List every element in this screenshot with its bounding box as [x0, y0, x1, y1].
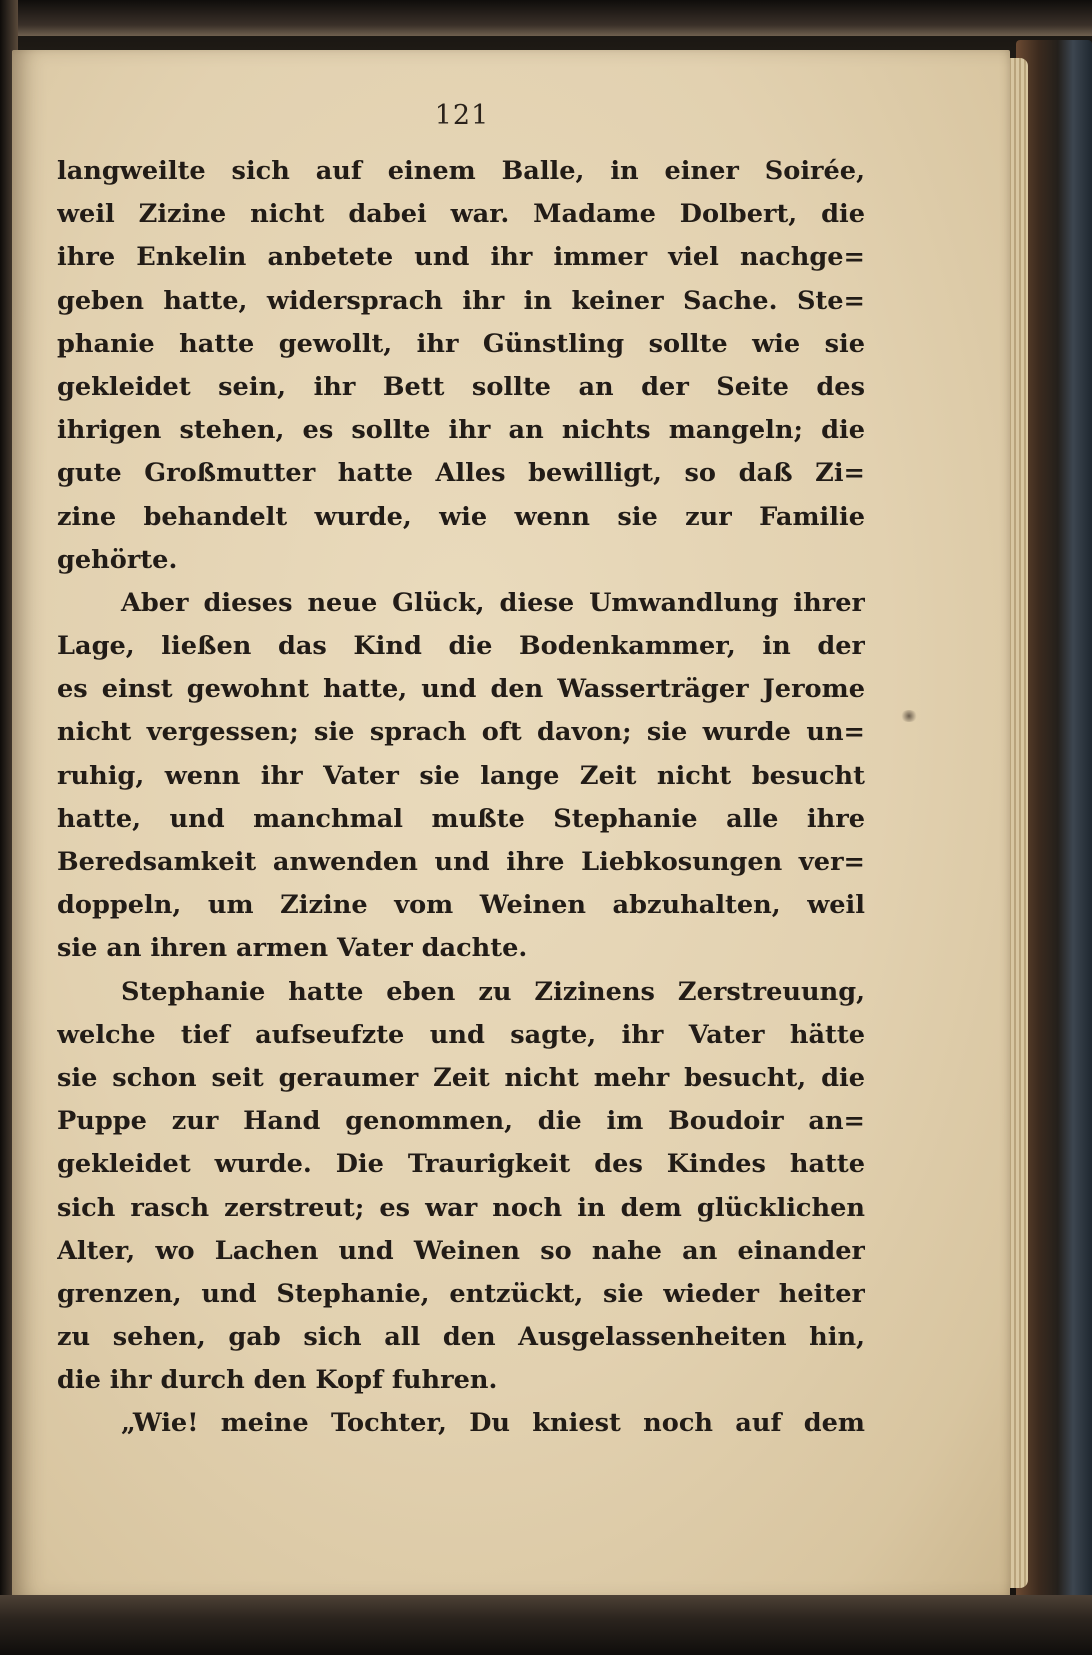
book-page	[12, 50, 1010, 1598]
paragraph-end-line: die ihr durch den Kopf fuhren.	[57, 1365, 498, 1396]
text-line: sich rasch zerstreut; es war noch in dem glücklichen	[57, 1192, 865, 1223]
text-line: geben hatte, widersprach ihr in keiner Sache. Ste=	[57, 285, 865, 316]
paper-stain	[900, 710, 918, 722]
paragraph-end-line: gehörte.	[57, 544, 178, 575]
text-line: gekleidet sein, ihr Bett sollte an der Seite des	[57, 371, 865, 402]
text-line: grenzen, und Stephanie, entzückt, sie wieder heiter	[57, 1278, 865, 1309]
paragraph-start-line: Aber dieses neue Glück, diese Umwandlung ihrer	[121, 587, 865, 618]
text-line: Alter, wo Lachen und Weinen so nahe an einander	[57, 1235, 865, 1266]
paragraph-start-line: Stephanie hatte eben zu Zizinens Zerstreuung,	[121, 976, 865, 1007]
scan-top-border	[0, 0, 1092, 36]
text-line: Puppe zur Hand genommen, die im Boudoir an=	[57, 1106, 865, 1137]
paragraph-end-line: sie an ihren armen Vater dachte.	[57, 933, 528, 964]
page-number: 121	[434, 100, 490, 131]
text-line: hatte, und manchmal mußte Stephanie alle ihre	[57, 803, 865, 834]
text-line: zine behandelt wurde, wie wenn sie zur Familie	[57, 501, 865, 532]
text-line: gekleidet wurde. Die Traurigkeit des Kindes hatte	[57, 1149, 865, 1180]
text-line: welche tief aufseufzte und sagte, ihr Vater hätte	[57, 1019, 865, 1050]
text-line: es einst gewohnt hatte, und den Wasserträger Jerome	[57, 674, 865, 705]
text-line: zu sehen, gab sich all den Ausgelassenheiten hin,	[57, 1322, 865, 1353]
text-line: ruhig, wenn ihr Vater sie lange Zeit nicht besucht	[57, 760, 865, 791]
text-line: sie schon seit geraumer Zeit nicht mehr besucht, die	[57, 1062, 865, 1093]
text-line: ihrigen stehen, es sollte ihr an nichts mangeln; die	[57, 415, 865, 446]
text-line: Beredsamkeit anwenden und ihre Liebkosungen ver=	[57, 847, 865, 877]
text-line: weil Zizine nicht dabei war. Madame Dolbert, die	[57, 199, 865, 230]
text-line: phanie hatte gewollt, ihr Günstling sollte wie sie	[57, 328, 865, 359]
text-line: langweilte sich auf einem Balle, in einer Soirée,	[57, 156, 865, 186]
paragraph-start-line: „Wie! meine Tochter, Du kniest noch auf dem	[121, 1408, 865, 1439]
scan-bottom-border	[0, 1595, 1092, 1655]
text-line: Lage, ließen das Kind die Bodenkammer, in der	[57, 631, 865, 662]
text-line: ihre Enkelin anbetete und ihr immer viel nachge=	[57, 242, 865, 273]
text-line: nicht vergessen; sie sprach oft davon; sie wurde un=	[57, 717, 865, 748]
body-text	[57, 150, 865, 1446]
text-line: doppeln, um Zizine vom Weinen abzuhalten, weil	[57, 890, 865, 921]
text-line: gute Großmutter hatte Alles bewilligt, so daß Zi=	[57, 458, 865, 489]
